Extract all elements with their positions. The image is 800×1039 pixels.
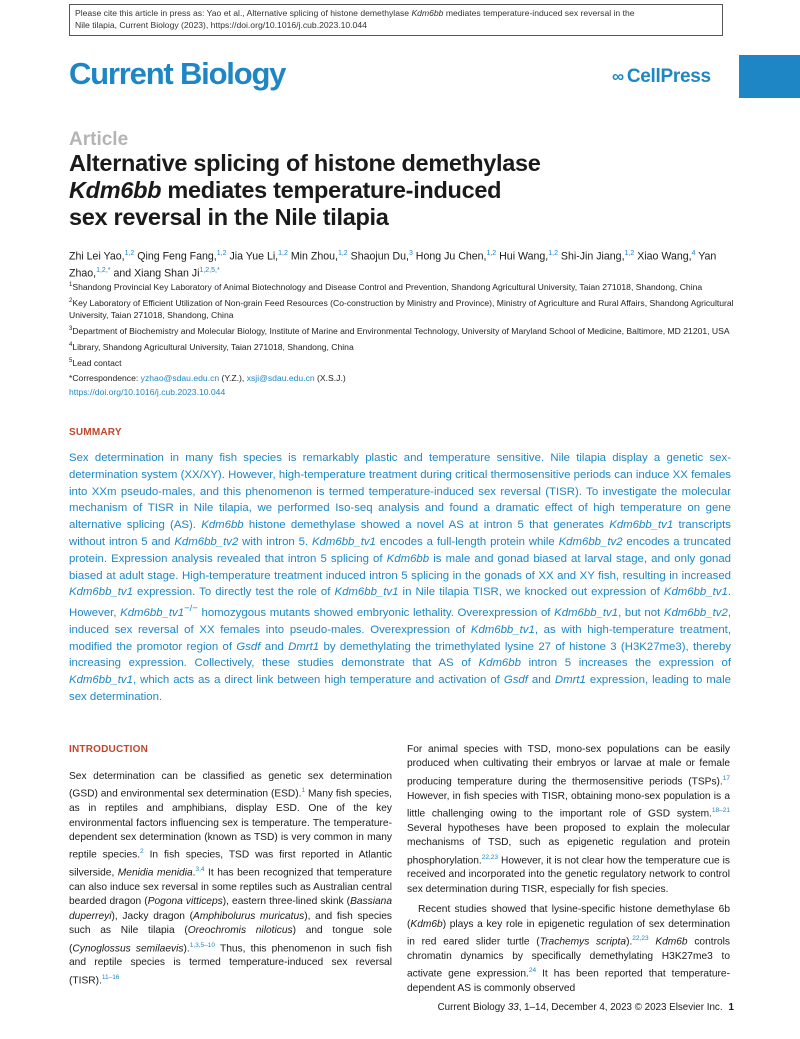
ref-link[interactable]: 11–16 <box>101 973 120 981</box>
email-link[interactable]: yzhao@sdau.edu.cn <box>140 372 220 383</box>
author-name[interactable]: Min Zhou, <box>290 250 338 263</box>
title-line-1: Alternative splicing of histone demethylase <box>69 150 541 176</box>
affiliation-number: 4 <box>69 342 73 349</box>
article-type: Article <box>69 129 129 150</box>
ref-link[interactable]: 1,3,5–10 <box>189 941 216 949</box>
affiliation-text: Lead contact <box>72 358 122 369</box>
summary-heading: SUMMARY <box>69 427 122 438</box>
publisher-name: CellPress <box>626 66 711 87</box>
author-affil: 1,2,5,* <box>199 266 220 274</box>
correspondence <box>69 372 739 384</box>
notice-citation[interactable]: Nile tilapia, Current Biology (2023), https://doi.org/10.1016/j.cub.2023.10.044 <box>75 20 367 30</box>
page-number: 1 <box>728 1002 734 1013</box>
introduction-heading: INTRODUCTION <box>69 744 149 755</box>
affiliation-item <box>69 323 739 337</box>
title-line-2: mediates temperature-induced <box>161 177 502 203</box>
notice-text-a: Please cite this article in press as: Yao et al., Alternative splicing of histone demethylase <box>75 8 412 18</box>
affiliation-text: Key Laboratory of Efficient Utilization of Non-grain Feed Resources (Co-construction by Ministry and Province), Ministry of Agriculture and Rural Affairs, Shandong Agricultural University, Taian 271018, Shandong, China <box>69 297 734 321</box>
affiliation-text: Shandong Provincial Key Laboratory of Animal Biotechnology and Disease Control and Prevention, Shandong Agricultural University, Taian 271018, Shandong, China <box>72 281 703 292</box>
author-name[interactable]: Zhi Lei Yao, <box>69 250 125 263</box>
author-name[interactable]: Shi-Jin Jiang, <box>560 250 625 263</box>
press-citation-notice <box>69 4 723 36</box>
author-name[interactable]: Jia Yue Li, <box>229 250 279 263</box>
edge-tab <box>739 55 800 98</box>
article-title <box>69 150 629 231</box>
publisher-logo[interactable] <box>612 66 711 88</box>
author-affil: 1,2 <box>486 250 497 257</box>
affiliation-item <box>69 339 739 353</box>
ref-link[interactable]: 3,4 <box>195 866 205 874</box>
author-name[interactable]: Qing Feng Fang, <box>137 250 217 263</box>
footer-citation: , 1–14, December 4, 2023 © 2023 Elsevier Inc. <box>518 1002 723 1013</box>
correspondence-initials: (X.S.J.) <box>314 372 346 383</box>
summary-text: Sex determination in many fish species is remarkably plastic and temperature sensitive. Nile tilapia display a genetic sex-determination system (XX/XY). However, high-temperature treatment during critical thermosensitive periods can induce XX females into XXm pseudo-males, and this phenomenon is termed temperature-induced sex reversal (TISR). To investigate the molecular mechanism of TISR in Nile tilapia, we performed Iso-seq analysis and found a dramatic effect of high temperature on gene alternative splicing (AS). Kdm6bb histone demethylase showed a novel AS at intron 5 that generates Kdm6bb_tv1 transcripts without intron 5 and Kdm6bb_tv2 with intron 5. Kdm6bb_tv1 encodes a full-length protein while Kdm6bb_tv2 encodes a truncated protein. Expression analysis revealed that intron 5 splicing of Kdm6bb is male and gonad biased at larval stage, and only gonad biased at adult stage. High-temperature treatment induced intron 5 splicing in the gonads of XX and XY fish, resulting in increased Kdm6bb_tv1 expression. To directly test the role of Kdm6bb_tv1 in Nile tilapia TISR, we knocked out expression of Kdm6bb_tv1. However, Kdm6bb_tv1−/− homozygous mutants showed embryonic lethality. Overexpression of Kdm6bb_tv1, but not Kdm6bb_tv2, induced sex reversal of XX females into pseudo-males. Overexpression of Kdm6bb_tv1, as with high-temperature treatment, modified the promotor region of Gsdf and Dmrt1 by demethylating the trimethylated lysine 27 of histone 3 (H3K27me3), thereby increasing expression. Collectively, these studies demonstrate that AS of Kdm6bb intron 5 increases the expression of Kdm6bb_tv1, which acts as a direct link between high temperature and activation of Gsdf and Dmrt1 expression, leading to male sex determination. <box>69 452 732 703</box>
author-affil: 1,2 <box>624 250 635 257</box>
right-column <box>407 743 730 1002</box>
affiliation-text: Library, Shandong Agricultural University, Taian 271018, Shandong, China <box>72 342 354 353</box>
ref-link[interactable]: 2 <box>140 848 144 856</box>
title-gene: Kdm6bb <box>69 177 162 203</box>
author-list <box>69 247 739 280</box>
ref-link[interactable]: 1 <box>301 787 306 795</box>
affiliation-item <box>69 355 739 369</box>
ref-link[interactable]: 22,23 <box>481 853 499 861</box>
affiliation-number: 2 <box>69 298 73 305</box>
author-affil: 3 <box>408 250 413 257</box>
author-affil: 4 <box>691 250 696 257</box>
author-name[interactable]: Yan Zhao, <box>69 250 717 280</box>
author-name[interactable]: Shaojun Du, <box>350 250 409 263</box>
author-affil: 1,2 <box>548 250 558 257</box>
author-affil: 1,2 <box>124 250 135 257</box>
title-line-3: sex reversal in the Nile tilapia <box>69 204 389 230</box>
ref-link[interactable]: 22,23 <box>632 935 649 943</box>
correspondence-label: *Correspondence: <box>69 372 141 383</box>
affiliations <box>69 279 739 400</box>
author-name[interactable]: Xiao Wang, <box>637 250 692 263</box>
author-name[interactable]: Hong Ju Chen, <box>415 250 487 263</box>
affiliation-number: 3 <box>69 326 73 333</box>
notice-gene: Kdm6bb <box>411 8 444 18</box>
paragraph: Recent studies showed that lysine-specific histone demethylase 6b (Kdm6b) plays a key role in epigenetic regulation of sex determination in red eared slider turtle (Trachemys scripta).$^{22,23}$ Kdm6b controls chromatin dynamics by specifically demethylating H3K27me3 to activate gene expression.$^{24}$ It has been reported that temperature-dependent AS is commonly observed <box>407 904 730 995</box>
affiliation-number: 1 <box>69 282 73 288</box>
footer-journal: Current Biology <box>437 1002 508 1013</box>
email-link[interactable]: xsji@sdau.edu.cn <box>246 372 315 383</box>
author-affil: 1,2 <box>216 250 227 257</box>
ref-link[interactable]: 24 <box>528 967 537 975</box>
footer-volume: 33 <box>507 1002 519 1013</box>
author-affil: 1,2,* <box>96 266 111 274</box>
paragraph: Sex determination can be classified as genetic sex determination (GSD) and environmental sex determination (ESD).$^1$ Many fish species, as in reptiles and amphibians, display ESD. One of the key environmental factors influencing sex is temperature. The temperature-dependent sex determination (known as TSD) is very common in many reptile species.$^2$ In fish species, TSD was first reported in Atlantic silverside, Menidia menidia.$^{3,4}$ It has been recognized that temperature can also induce sex reversal in some reptiles such as Australian central bearded dragon (Pogona vitticeps), eastern three-lined skink (Bassiana duperreyi), Jacky dragon (Amphibolurus muricatus), and fish species such as Nile tilapia (Oreochromis niloticus) and tongue sole (Cynoglossus semilaevis).$^{1,3,5-10}$ Thus, this phenomenon in such fish and reptile species is termed temperature-induced sex reversal (TISR).$^{11-16}$ <box>69 771 393 987</box>
doi-link[interactable]: https://doi.org/10.1016/j.cub.2023.10.044 <box>69 386 226 397</box>
author-affil: 1,2 <box>337 250 348 257</box>
affiliation-item <box>69 279 739 293</box>
ref-link[interactable]: 18–21 <box>711 807 730 815</box>
affiliation-text: Department of Biochemistry and Molecular Biology, Institute of Marine and Environmental Technology, University of Maryland School of Medicine, Baltimore, MD 21201, USA <box>72 326 730 337</box>
doi-line <box>69 386 739 398</box>
affiliation-item <box>69 295 739 321</box>
left-column <box>69 770 392 995</box>
affiliation-number: 5 <box>69 358 73 365</box>
author-name[interactable]: Hui Wang, <box>499 250 549 263</box>
ref-link[interactable]: 17 <box>722 774 730 782</box>
paragraph: For animal species with TSD, mono-sex populations can be easily produced when cultivating their embryos or larvae at male or female producing temperature during the thermosensitive periods (TSPs).$^{17}$ However, in fish species with TISR, obtaining mono-sex population is a little challenging owing to the important role of GSD system.$^{18-21}$ Several hypotheses have been proposed to explain the molecular mechanisms of TSD, such as epigenetic regulation and protein phosphorylation.$^{22,23}$ However, it is not clear how the temperature cue is received and incorporated into the genetic regulatory network to control sex determination during TISR, especially for fish species. <box>407 744 730 895</box>
notice-text-b: mediates temperature-induced sex reversal in the <box>443 8 635 18</box>
correspondence-initials: (Y.Z.), <box>219 372 247 383</box>
cellpress-logo-icon: ∞ <box>612 67 624 86</box>
journal-name[interactable]: Current Biology <box>69 56 286 91</box>
author-name[interactable]: and Xiang Shan Ji <box>113 267 200 280</box>
page-footer <box>400 1002 734 1013</box>
author-affil: 1,2 <box>278 250 288 257</box>
